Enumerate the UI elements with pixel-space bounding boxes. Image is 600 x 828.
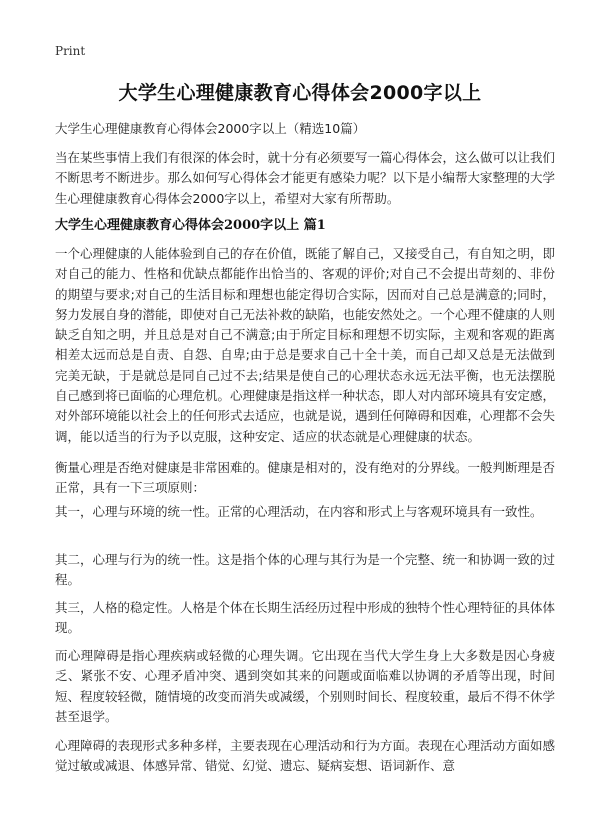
body-paragraph: 而心理障碍是指心理疾病或轻微的心理失调。它出现在当代大学生身上大多数是因心身疲乏、紧张不安、心理矛盾冲突、遇到突如其来的问题或面临难以协调的矛盾等出现，时间短、程度较轻微，随情境的改变而消失或减缓，个别则时间长、程度较重，最后不得不休学甚至退学。 [55,648,556,724]
body-paragraph: 其一，心理与环境的统一性。正常的心理活动，在内容和形式上与客观环境具有一致性。 [55,504,543,519]
body-paragraph: 一个心理健康的人能体验到自己的存在价值，既能了解自己，又接受自己，有自知之明，即对自己的能力、性格和优缺点都能作出恰当的、客观的评价;对自己不会提出苛刻的、非份的期望与要求;对自己的生活目标和理想也能定得切合实际，因而对自己总是满意的;同时，努力发展自身的潜能，即使对自己无法补救的缺陷，也能安然处之。一个心理不健康的人则缺乏自知之明，并且总是对自己不满意;由于所定目标和理想不切实际，主观和客观的距离相差太远而总是自责、自怨、自卑;由于总是要求自己十全十美，而自己却又总是无法做到完美无缺，于是就总是同自己过不去;结果是使自己的心理状态永远无法平衡，也无法摆脱自己感到将已面临的心理危机。心理健康是指这样一种状态，即人对内部环境具有安定感，对外部环境能以社会上的任何形式去适应，也就是说，遇到任何障碍和因难，心理都不会失调，能以适当的行为予以克服，这种安定、适应的状态就是心理健康的状态。 [55,246,556,444]
body-paragraph: 其二，心理与行为的统一性。这是指个体的心理与其行为是一个完整、统一和协调一致的过程。 [55,552,556,588]
body-paragraph: 心理障碍的表现形式多种多样，主要表现在心理活动和行为方面。表现在心理活动方面如感觉过敏或减退、体感异常、错觉、幻觉、遗忘、疑病妄想、语词新作、意 [55,738,556,774]
body-paragraph: 衡量心理是否绝对健康是非常困难的。健康是相对的，没有绝对的分界线。一般判断理是否正常，具有一下三项原则： [55,460,556,496]
document-subtitle: 大学生心理健康教育心得体会2000字以上（精选10篇） [55,121,366,136]
intro-paragraph: 当在某些事情上我们有很深的体会时，就十分有必须要写一篇心得体会，这么做可以让我们不断思考不断进步。那么如何写心得体会才能更有感染力呢？以下是小编帮大家整理的大学生心理健康教育心得体会2000字以上，希望对大家有所帮助。 [55,150,556,206]
body-paragraph: 其三，人格的稳定性。人格是个体在长期生活经历过程中形成的独特个性心理特征的具体体现。 [55,600,556,636]
section-heading: 大学生心理健康教育心得体会2000字以上 篇1 [55,218,326,233]
print-link[interactable]: Print [55,44,86,58]
page-title: 大学生心理健康教育心得体会2000字以上 [118,82,482,104]
